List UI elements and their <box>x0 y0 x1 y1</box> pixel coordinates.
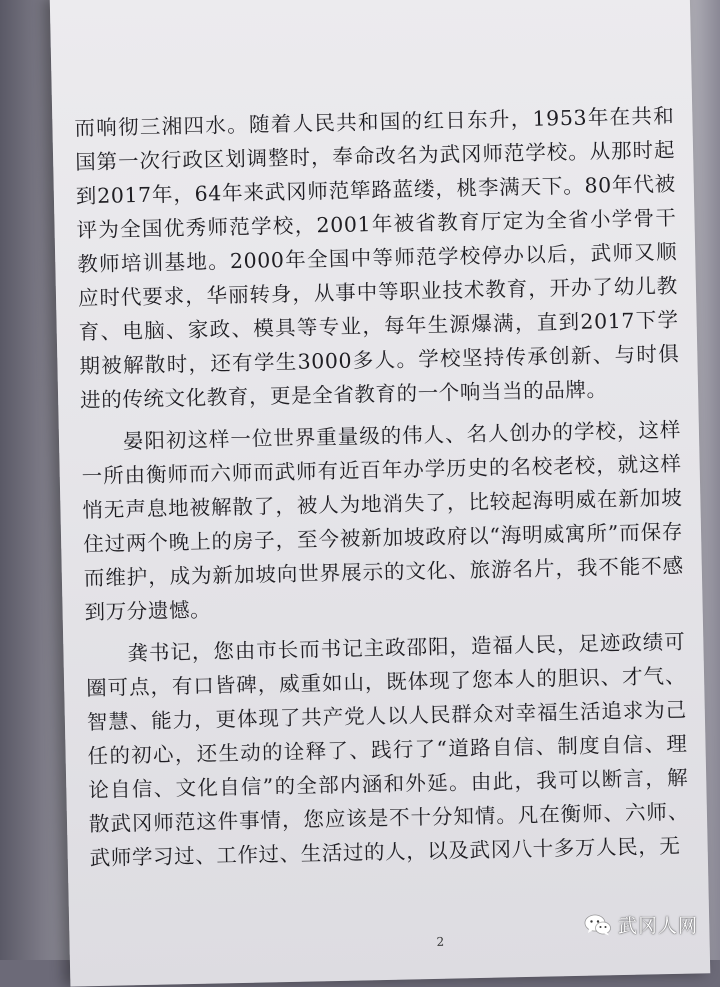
wechat-icon <box>584 913 612 937</box>
document-page <box>50 0 711 987</box>
paragraph-3: 龚书记，您由市长而书记主政邵阳，造福人民，足迹政绩可圈可点，有口皆碑，威重如山，既体现了您本人的胆识、才气、智慧、能力，更体现了共产党人以人民群众对幸福生活追求为己任的初心，还生动的诠释了、践行了“道路自信、制度自信、理论自信、文化自信”的全部内涵和外延。由此，我可以断言，解散武冈师范这件事情，您应该是不十分知情。凡在衡师、六师、武师学习过、工作过、生活过的人，以及武冈八十多万人民，无 <box>85 629 690 871</box>
watermark <box>584 911 698 938</box>
paragraph-1: 而响彻三湘四水。随着人民共和国的红日东升，1953年在共和国第一次行政区划调整时，奉命改名为武冈师范学校。从那时起到2017年，64年来武冈师范筚路蓝缕，桃李满天下。80年代被评为全国优秀师范学校，2001年被省教育厅定为全省小学骨干教师培训基地。2000年全国中等师范学校停办以后，武师又顺应时代要求，华丽转身，从事中等职业技术教育，开办了幼儿教育、电脑、家政、模具等专业，每年生源爆满，直到2017下学期被解散时，还有学生3000多人。学校坚持传承创新、与时俱进的传统文化教育，更是全省教育的一个响当当的品牌。 <box>74 103 680 413</box>
document-body <box>74 99 690 875</box>
watermark-text: 武冈人网 <box>617 915 698 937</box>
paragraph-2: 晏阳初这样一位世界重量级的伟人、名人创办的学校，这样一所由衡师而六师而武师有近百年办学历史的名校老校，就这样悄无声息地被解散了，被人为地消失了，比较起海明威在新加坡住过两个晚上的房子，至今被新加坡政府以“海明威寓所”而保存而维护，成为新加坡向世界展示的文化、旅游名片，我不能不感到万分遗憾。 <box>81 417 685 625</box>
page-number: 2 <box>436 934 445 949</box>
